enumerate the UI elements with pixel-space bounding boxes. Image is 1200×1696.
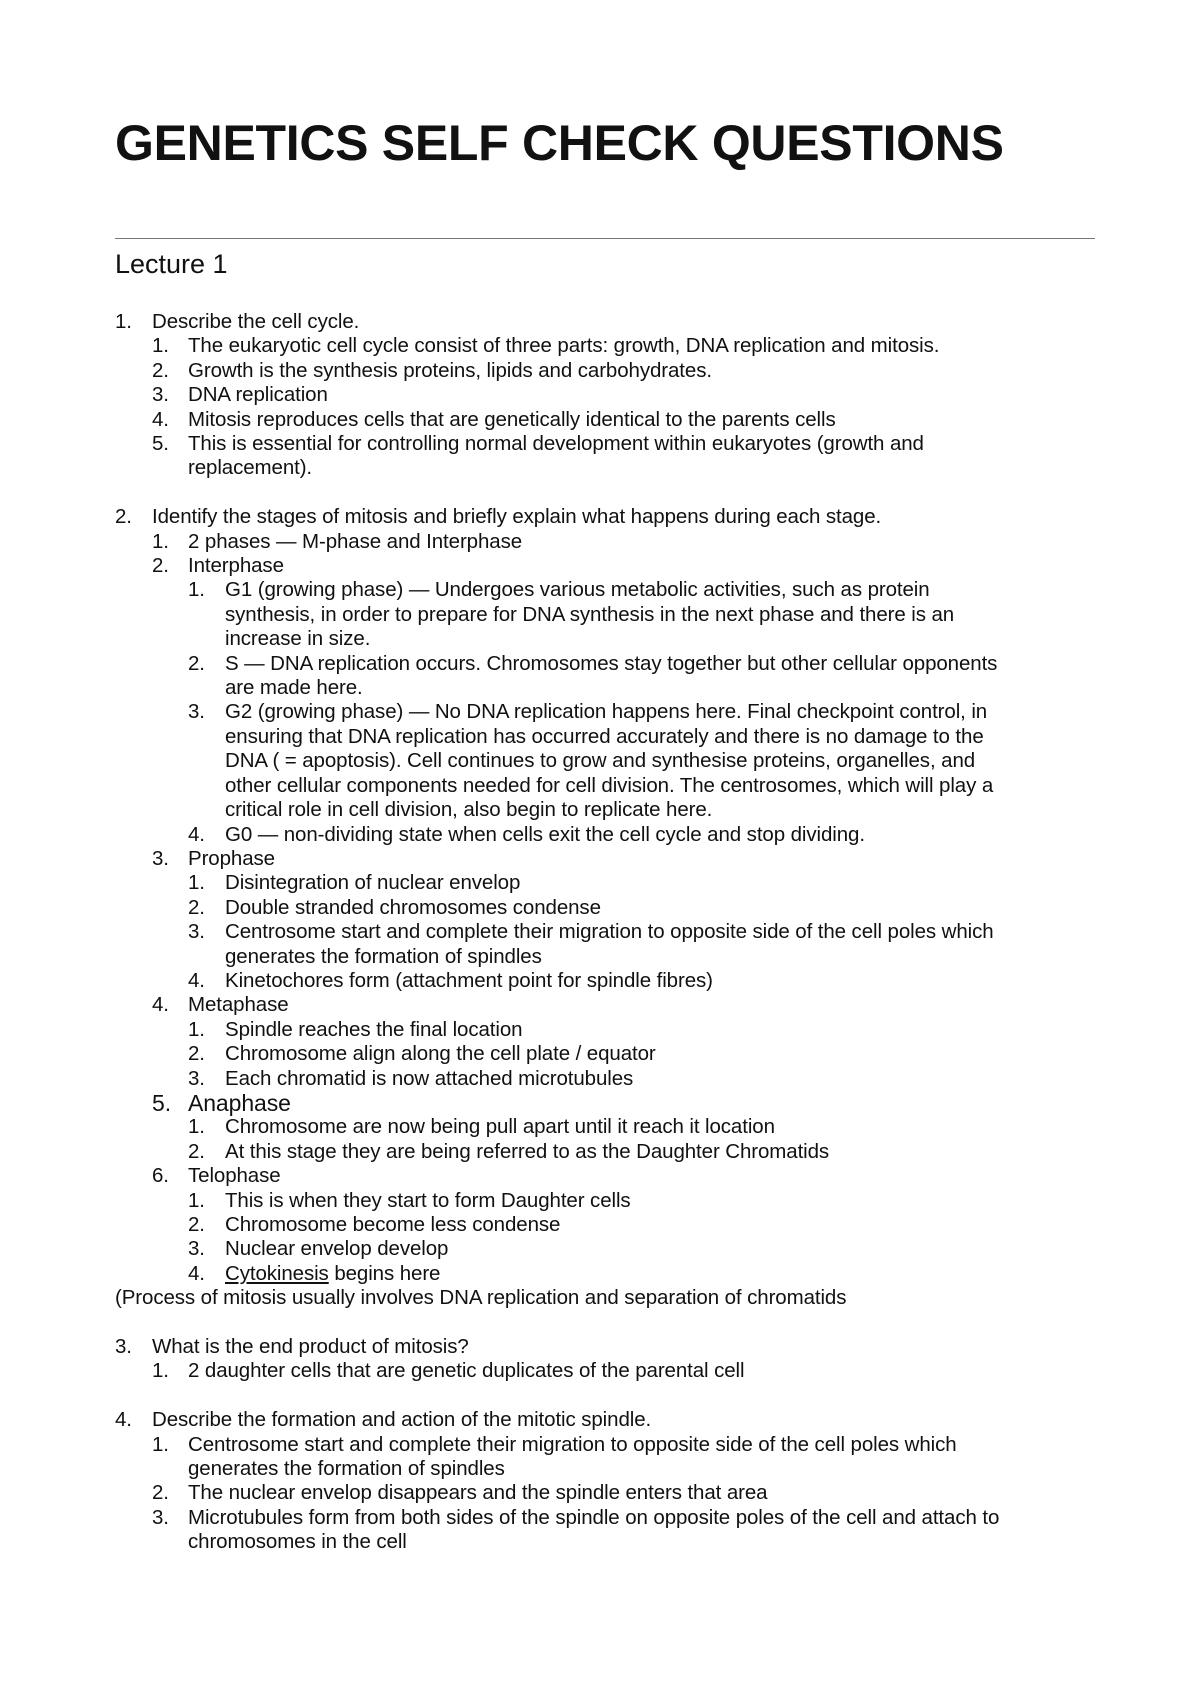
document-title: GENETICS SELF CHECK QUESTIONS <box>115 115 1004 171</box>
list-number: 1. <box>188 1017 205 1041</box>
item-text: Anaphase <box>188 1089 291 1116</box>
list-number: 3. <box>115 1335 132 1359</box>
item-text: generates the formation of spindles <box>225 944 542 968</box>
item-text: The eukaryotic cell cycle consist of three parts: growth, DNA replication and mitosis. <box>188 334 940 358</box>
blank-line <box>115 1311 1095 1335</box>
item-text: Double stranded chromosomes condense <box>225 895 601 919</box>
answer-item <box>115 1530 1095 1554</box>
item-text: 2 phases — M-phase and Interphase <box>188 529 523 553</box>
list-number: 1. <box>188 578 205 602</box>
list-number: 2. <box>152 554 169 578</box>
answer-item <box>115 1115 1095 1139</box>
list-number: 4. <box>188 822 205 846</box>
answer-item <box>115 993 1095 1017</box>
list-number: 3. <box>188 700 205 724</box>
list-number: 2. <box>188 1213 205 1237</box>
list-number: 2. <box>188 1139 205 1163</box>
answer-item <box>115 456 1095 480</box>
item-text: Kinetochores form (attachment point for spindle fibres) <box>225 968 713 992</box>
question-item <box>115 1408 1095 1432</box>
item-text: Chromosome become less condense <box>225 1213 561 1237</box>
answer-item <box>115 578 1095 602</box>
question-item <box>115 1335 1095 1359</box>
list-number: 3. <box>188 1066 205 1090</box>
answer-item <box>115 1091 1095 1115</box>
item-text: G1 (growing phase) — Undergoes various metabolic activities, such as protein <box>225 578 930 602</box>
item-text: Interphase <box>188 554 284 578</box>
item-text: Disintegration of nuclear envelop <box>225 871 521 895</box>
answer-item <box>115 920 1095 944</box>
question-list <box>115 310 1095 1555</box>
answer-item <box>115 1140 1095 1164</box>
answer-item <box>115 1164 1095 1188</box>
item-text: Metaphase <box>188 993 289 1017</box>
item-text: ensuring that DNA replication has occurred accurately and there is no damage to the <box>225 724 984 748</box>
answer-item <box>115 603 1095 627</box>
answer-item <box>115 1018 1095 1042</box>
item-text: generates the formation of spindles <box>188 1457 505 1481</box>
answer-item <box>115 700 1095 724</box>
answer-item <box>115 823 1095 847</box>
list-number: 3. <box>152 846 169 870</box>
item-text: Spindle reaches the final location <box>225 1017 523 1041</box>
answer-item <box>115 1359 1095 1383</box>
answer-item <box>115 1506 1095 1530</box>
blank-line <box>115 1384 1095 1408</box>
item-text: Mitosis reproduces cells that are genetically identical to the parents cells <box>188 407 836 431</box>
answer-item <box>115 530 1095 554</box>
list-number: 4. <box>115 1408 132 1432</box>
answer-item <box>115 1457 1095 1481</box>
list-number: 2. <box>188 1042 205 1066</box>
item-text: Identify the stages of mitosis and briefly explain what happens during each stage. <box>152 505 882 529</box>
answer-item <box>115 1189 1095 1213</box>
list-number: 1. <box>115 310 132 333</box>
list-number: 2. <box>115 505 132 529</box>
answer-item <box>115 749 1095 773</box>
answer-item <box>115 383 1095 407</box>
item-text: begins here <box>328 1261 441 1285</box>
item-text: critical role in cell division, also begin to replicate here. <box>225 798 713 822</box>
list-number: 4. <box>152 993 169 1017</box>
item-text: Describe the formation and action of the mitotic spindle. <box>152 1408 652 1432</box>
list-number: 1. <box>152 334 169 358</box>
list-number: 1. <box>188 1188 205 1212</box>
answer-item <box>115 1042 1095 1066</box>
item-text: Centrosome start and complete their migration to opposite side of the cell poles which <box>225 920 994 944</box>
list-number: 1. <box>188 871 205 895</box>
answer-item <box>115 554 1095 578</box>
list-number: 1. <box>152 529 169 553</box>
item-text: G2 (growing phase) — No DNA replication happens here. Final checkpoint control, in <box>225 700 988 724</box>
list-number: 6. <box>152 1164 169 1188</box>
answer-item <box>115 334 1095 358</box>
note-line <box>115 1286 1095 1310</box>
list-number: 1. <box>152 1432 169 1456</box>
item-text: Each chromatid is now attached microtubules <box>225 1066 634 1090</box>
title-divider <box>115 238 1095 239</box>
list-number: 4. <box>152 407 169 431</box>
item-text: are made here. <box>225 676 363 700</box>
answer-item <box>115 432 1095 456</box>
answer-item <box>115 652 1095 676</box>
list-number: 4. <box>188 1261 205 1285</box>
item-text: Microtubules form from both sides of the spindle on opposite poles of the cell and attach to <box>188 1505 1000 1529</box>
answer-item <box>115 798 1095 822</box>
item-text: Chromosome align along the cell plate / equator <box>225 1042 656 1066</box>
item-text: Telophase <box>188 1164 281 1188</box>
item-text: Growth is the synthesis proteins, lipids and carbohydrates. <box>188 358 712 382</box>
item-text: other cellular components needed for cell division. The centrosomes, which will play a <box>225 773 994 797</box>
list-number: 3. <box>188 1237 205 1261</box>
item-text: G0 — non-dividing state when cells exit the cell cycle and stop dividing. <box>225 822 865 846</box>
item-text: S — DNA replication occurs. Chromosomes stay together but other cellular opponents <box>225 651 998 675</box>
item-text: increase in size. <box>225 627 371 651</box>
answer-item <box>115 896 1095 920</box>
list-number: 2. <box>152 358 169 382</box>
item-text: This is when they start to form Daughter cells <box>225 1188 631 1212</box>
answer-item <box>115 774 1095 798</box>
item-text: (Process of mitosis usually involves DNA replication and separation of chromatids <box>115 1286 847 1310</box>
question-item <box>115 505 1095 529</box>
answer-item <box>115 1237 1095 1261</box>
list-number: 1. <box>188 1115 205 1139</box>
question-item <box>115 310 1095 334</box>
answer-item <box>115 627 1095 651</box>
answer-item <box>115 871 1095 895</box>
item-text: chromosomes in the cell <box>188 1530 407 1554</box>
list-number: 2. <box>188 895 205 919</box>
answer-item <box>115 1262 1095 1286</box>
answer-item <box>115 676 1095 700</box>
item-text: 2 daughter cells that are genetic duplicates of the parental cell <box>188 1359 745 1383</box>
item-text: DNA ( = apoptosis). Cell continues to grow and synthesise proteins, organelles, and <box>225 749 976 773</box>
list-number: 1. <box>152 1359 169 1383</box>
answer-item <box>115 725 1095 749</box>
answer-item <box>115 1067 1095 1091</box>
blank-line <box>115 481 1095 505</box>
list-number: 2. <box>152 1481 169 1505</box>
item-text: Describe the cell cycle. <box>152 310 360 333</box>
underlined-term: Cytokinesis <box>225 1261 329 1285</box>
list-number: 5. <box>152 432 169 456</box>
item-text: synthesis, in order to prepare for DNA synthesis in the next phase and there is an <box>225 602 955 626</box>
item-text: This is essential for controlling normal development within eukaryotes (growth and <box>188 432 924 456</box>
item-text: What is the end product of mitosis? <box>152 1335 469 1359</box>
item-text: The nuclear envelop disappears and the spindle enters that area <box>188 1481 768 1505</box>
list-number: 3. <box>152 1505 169 1529</box>
item-text: Prophase <box>188 846 275 870</box>
list-number: 3. <box>152 383 169 407</box>
item-text: Chromosome are now being pull apart until it reach it location <box>225 1115 775 1139</box>
item-text: Nuclear envelop develop <box>225 1237 449 1261</box>
item-text: DNA replication <box>188 383 328 407</box>
answer-item <box>115 359 1095 383</box>
answer-item <box>115 1433 1095 1457</box>
list-number: 5. <box>152 1089 171 1116</box>
list-number: 2. <box>188 651 205 675</box>
answer-item <box>115 945 1095 969</box>
item-text: Centrosome start and complete their migration to opposite side of the cell poles which <box>188 1432 957 1456</box>
answer-item <box>115 969 1095 993</box>
section-heading: Lecture 1 <box>115 249 228 279</box>
answer-item <box>115 1481 1095 1505</box>
list-number: 3. <box>188 920 205 944</box>
item-text: replacement). <box>188 456 313 480</box>
item-text: At this stage they are being referred to as the Daughter Chromatids <box>225 1139 830 1163</box>
answer-item <box>115 847 1095 871</box>
answer-item <box>115 1213 1095 1237</box>
list-number: 4. <box>188 968 205 992</box>
answer-item <box>115 408 1095 432</box>
